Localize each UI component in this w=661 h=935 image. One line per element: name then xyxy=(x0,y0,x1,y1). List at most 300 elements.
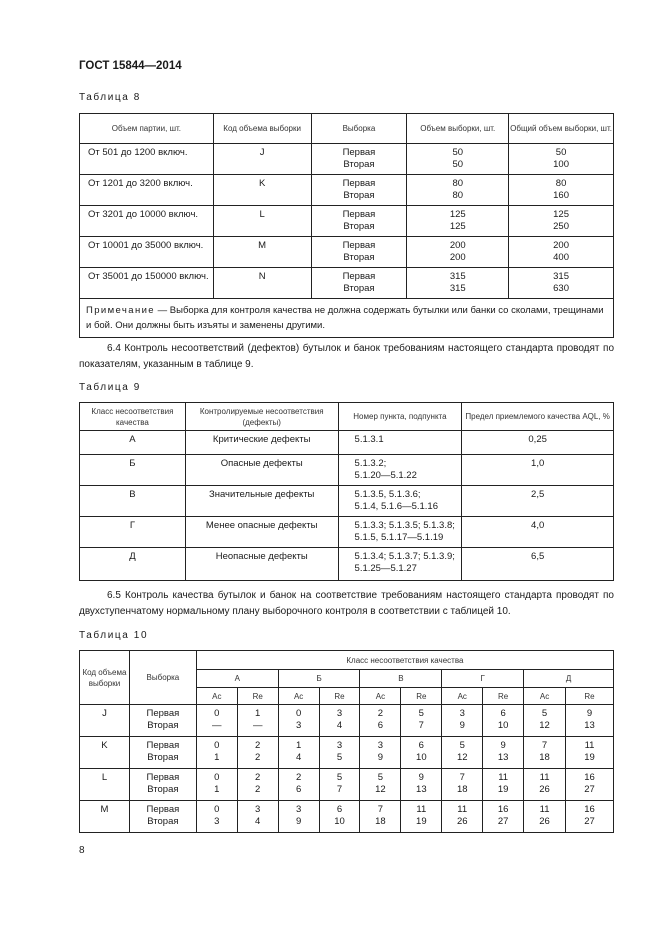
ac-value-cell xyxy=(524,737,566,769)
header-cell-sample: Выборка xyxy=(129,651,196,705)
cell-line: 1 xyxy=(214,784,220,795)
ac-value-cell xyxy=(442,801,483,833)
re-value-cell xyxy=(237,769,278,801)
ac-value-cell xyxy=(360,705,401,737)
cell-line: 3 xyxy=(214,816,220,827)
table-row xyxy=(80,737,614,769)
cell-line: 26 xyxy=(539,816,550,827)
cell-line: 12 xyxy=(539,720,550,731)
cell-line: 0 xyxy=(214,804,220,815)
table-row xyxy=(80,548,614,581)
cell-line: 18 xyxy=(539,752,550,763)
cell-line: Вторая xyxy=(147,720,179,731)
cell-line: 2 xyxy=(377,708,384,719)
cell-line: 12 xyxy=(456,752,468,763)
code-cell xyxy=(213,144,311,175)
cell-line: 160 xyxy=(553,190,569,201)
ac-value-cell xyxy=(360,801,401,833)
table-row xyxy=(80,455,614,486)
cell-line: 11 xyxy=(539,772,550,783)
cell-line: 18 xyxy=(375,816,386,827)
cell-line: 6 xyxy=(295,784,302,795)
defect-text: Неопасные дефекты xyxy=(215,551,308,562)
cell-line: 1 xyxy=(255,708,261,719)
lot-size-cell xyxy=(80,144,214,175)
cell-line: 10 xyxy=(416,752,427,763)
class-header-cell: Д xyxy=(524,670,614,688)
cell-line: 27 xyxy=(584,816,595,827)
re-header-cell: Re xyxy=(401,688,442,705)
table-row xyxy=(80,705,614,737)
class-text: Б xyxy=(129,458,136,469)
ac-header-cell: Ac xyxy=(278,688,319,705)
cell-line: 50 xyxy=(452,159,464,170)
cell-line: 16 xyxy=(497,804,509,815)
ac-value-cell xyxy=(278,801,319,833)
cell-line: 13 xyxy=(584,720,595,731)
ac-value-cell xyxy=(196,769,237,801)
cell-line: 5.1.20—5.1.22 xyxy=(354,470,417,481)
total-size-cell xyxy=(509,144,614,175)
cell-line: 6 xyxy=(500,708,506,719)
note-text: — Выборка для контроля качества не должна содержать бутылки или банки со сколами, трещинами и бой. Они должны быть изъяты и заменены другими. xyxy=(86,305,604,331)
re-value-cell xyxy=(483,737,524,769)
table-10-caption: Таблица 10 xyxy=(79,630,149,641)
clause-cell xyxy=(338,548,462,581)
re-value-cell xyxy=(483,705,524,737)
paragraph-6-5: 6.5 Контроль качества бутылок и банок на соответствие требованиям настоящего стандарта проводят по двухступенчатому нормальному плану выборочного контроля в соответствии с таблицей 10. xyxy=(79,590,614,617)
cell-line: 26 xyxy=(456,816,468,827)
note-label: Примечание xyxy=(86,305,155,316)
class-cell xyxy=(80,455,186,486)
cell-line: 9 xyxy=(377,752,384,763)
code-text: L xyxy=(259,209,265,220)
ac-value-cell xyxy=(196,801,237,833)
cell-line: 19 xyxy=(497,784,509,795)
lot-size-cell xyxy=(80,206,214,237)
table-row xyxy=(80,268,614,299)
total-size-cell xyxy=(509,268,614,299)
table-note-row xyxy=(80,299,614,338)
cell-line: 0 xyxy=(214,772,220,783)
re-value-cell xyxy=(566,737,614,769)
lot-size-text: От 501 до 1200 включ. xyxy=(88,147,188,158)
cell-line: Первая xyxy=(146,772,180,783)
cell-line: 9 xyxy=(459,720,465,731)
defect-cell xyxy=(185,431,338,455)
lot-size-cell xyxy=(80,268,214,299)
ac-value-cell xyxy=(278,705,319,737)
table-row xyxy=(80,431,614,455)
cell-line: 27 xyxy=(497,816,509,827)
cell-line: 125 xyxy=(449,221,466,232)
cell-line: Вторая xyxy=(343,159,375,170)
cell-line: 11 xyxy=(584,740,595,751)
cell-line: 2 xyxy=(295,772,302,783)
cell-line: 11 xyxy=(416,804,427,815)
cell-line: 5.1.3.2; xyxy=(354,458,387,469)
clause-cell xyxy=(338,486,462,517)
cell-line: 9 xyxy=(418,772,424,783)
note-cell xyxy=(80,299,614,338)
cell-line: 50 xyxy=(555,147,567,158)
cell-line: 5 xyxy=(459,740,465,751)
re-value-cell xyxy=(237,737,278,769)
cell-line: 7 xyxy=(336,784,343,795)
header-cell: Выборка xyxy=(311,114,407,144)
cell-line: 3 xyxy=(295,720,302,731)
defect-text: Значительные дефекты xyxy=(209,489,315,500)
cell-line: 7 xyxy=(459,772,465,783)
defect-text: Критические дефекты xyxy=(212,434,311,445)
cell-line: 5.1.4, 5.1.6—5.1.16 xyxy=(354,501,438,512)
class-header-cell: А xyxy=(196,670,278,688)
header-cell-code: Код объема выборки xyxy=(80,651,130,705)
cell-line: 13 xyxy=(497,752,509,763)
code-text: K xyxy=(258,178,266,189)
cell-line: 0 xyxy=(295,708,302,719)
cell-line: 6 xyxy=(377,720,384,731)
cell-line: 3 xyxy=(295,804,302,815)
lot-size-text: От 1201 до 3200 включ. xyxy=(88,178,193,189)
aql-text: 1,0 xyxy=(531,458,545,469)
sample-size-cell xyxy=(407,144,509,175)
code-cell xyxy=(80,705,130,737)
cell-line: 9 xyxy=(586,708,593,719)
re-value-cell xyxy=(483,769,524,801)
cell-line: Первая xyxy=(146,740,180,751)
cell-line: 11 xyxy=(498,772,509,783)
cell-line: 16 xyxy=(584,804,595,815)
code-cell xyxy=(213,237,311,268)
ac-header-cell: Ac xyxy=(442,688,483,705)
cell-line: 200 xyxy=(553,240,569,251)
sample-size-cell xyxy=(407,206,509,237)
sample-size-cell xyxy=(407,268,509,299)
cell-line: 3 xyxy=(255,804,261,815)
total-size-cell xyxy=(509,175,614,206)
cell-line: 80 xyxy=(452,178,464,189)
cell-line: 4 xyxy=(336,720,343,731)
cell-line: 9 xyxy=(295,816,302,827)
sample-cell xyxy=(311,268,407,299)
table-header-row xyxy=(80,651,614,670)
aql-cell xyxy=(462,548,614,581)
header-cell: Предел приемлемого качества AQL, % xyxy=(462,403,614,431)
cell-line: 315 xyxy=(449,271,466,282)
defect-cell xyxy=(185,517,338,548)
re-header-cell: Re xyxy=(237,688,278,705)
cell-line: 0 xyxy=(214,740,220,751)
cell-line: Вторая xyxy=(343,283,375,294)
cell-line: 5 xyxy=(336,752,343,763)
ac-value-cell xyxy=(524,801,566,833)
cell-line: 27 xyxy=(584,784,595,795)
document-header: ГОСТ 15844—2014 xyxy=(79,60,182,72)
table-8-caption: Таблица 8 xyxy=(79,92,141,103)
ac-value-cell xyxy=(278,737,319,769)
class-text: Д xyxy=(129,551,136,562)
re-value-cell xyxy=(319,769,360,801)
cell-line: 3 xyxy=(459,708,465,719)
total-size-cell xyxy=(509,206,614,237)
cell-line: 11 xyxy=(457,804,468,815)
code-cell xyxy=(213,175,311,206)
code-text: K xyxy=(101,740,108,751)
class-cell xyxy=(80,517,186,548)
cell-line: 26 xyxy=(539,784,550,795)
ac-header-cell: Ac xyxy=(524,688,566,705)
ac-value-cell xyxy=(278,769,319,801)
re-value-cell xyxy=(401,737,442,769)
code-text: L xyxy=(101,772,108,783)
re-header-cell: Re xyxy=(566,688,614,705)
ac-value-cell xyxy=(524,769,566,801)
sample-cell xyxy=(311,237,407,268)
code-cell xyxy=(213,268,311,299)
re-value-cell xyxy=(319,737,360,769)
sample-cell xyxy=(311,206,407,237)
cell-line: — xyxy=(212,720,222,731)
re-value-cell xyxy=(319,705,360,737)
cell-line: 5 xyxy=(377,772,384,783)
cell-line: 7 xyxy=(541,740,548,751)
re-value-cell xyxy=(237,801,278,833)
ac-header-cell: Ac xyxy=(360,688,401,705)
cell-line: 2 xyxy=(255,772,261,783)
defect-text: Менее опасные дефекты xyxy=(205,520,318,531)
page-number: 8 xyxy=(79,845,85,856)
lot-size-cell xyxy=(80,237,214,268)
class-header-cell: В xyxy=(360,670,442,688)
table-8 xyxy=(79,113,614,338)
ac-value-cell xyxy=(442,705,483,737)
cell-line: 11 xyxy=(539,804,550,815)
header-cell: Общий объем выборки, шт. xyxy=(509,114,614,144)
cell-line: 5.1.3.1 xyxy=(354,434,384,445)
cell-line: 5.1.3.3; 5.1.3.5; 5.1.3.8; xyxy=(354,520,455,531)
cell-line: 1 xyxy=(295,740,302,751)
header-cell: Объем партии, шт. xyxy=(80,114,214,144)
aql-cell xyxy=(462,431,614,455)
aql-text: 6,5 xyxy=(531,551,545,562)
sample-size-cell xyxy=(407,237,509,268)
cell-line: 19 xyxy=(584,752,595,763)
code-text: M xyxy=(100,804,109,815)
cell-line: Первая xyxy=(342,147,376,158)
class-header-cell: Г xyxy=(442,670,524,688)
re-value-cell xyxy=(237,705,278,737)
cell-line: 2 xyxy=(255,752,261,763)
cell-line: 5 xyxy=(418,708,424,719)
cell-line: 5.1.3.5, 5.1.3.6; xyxy=(354,489,421,500)
cell-line: 10 xyxy=(334,816,345,827)
sample-cell xyxy=(129,737,196,769)
cell-line: 5 xyxy=(336,772,343,783)
aql-text: 2,5 xyxy=(531,489,545,500)
cell-line: 5 xyxy=(541,708,548,719)
aql-text: 4,0 xyxy=(531,520,545,531)
table-row xyxy=(80,206,614,237)
cell-line: 50 xyxy=(452,147,464,158)
aql-cell xyxy=(462,486,614,517)
table-row xyxy=(80,769,614,801)
ac-value-cell xyxy=(196,737,237,769)
cell-line: 6 xyxy=(418,740,424,751)
cell-line: 2 xyxy=(255,740,261,751)
cell-line: Вторая xyxy=(343,252,375,263)
defect-text: Опасные дефекты xyxy=(220,458,303,469)
total-size-cell xyxy=(509,237,614,268)
code-cell xyxy=(80,801,130,833)
cell-line: 4 xyxy=(255,816,261,827)
cell-line: Вторая xyxy=(147,784,179,795)
code-text: J xyxy=(259,147,265,158)
cell-line: 3 xyxy=(336,740,343,751)
sample-cell xyxy=(129,801,196,833)
ac-value-cell xyxy=(196,705,237,737)
sample-cell xyxy=(129,769,196,801)
lot-size-cell xyxy=(80,175,214,206)
cell-line: Первая xyxy=(342,209,376,220)
re-value-cell xyxy=(483,801,524,833)
cell-line: Вторая xyxy=(343,190,375,201)
code-cell xyxy=(80,737,130,769)
aql-cell xyxy=(462,455,614,486)
code-text: J xyxy=(102,708,107,719)
clause-cell xyxy=(338,517,462,548)
class-text: Г xyxy=(129,520,135,531)
cell-line: 200 xyxy=(449,252,466,263)
class-text: В xyxy=(129,489,136,500)
defect-cell xyxy=(185,455,338,486)
cell-line: Вторая xyxy=(147,752,179,763)
cell-line: 200 xyxy=(449,240,466,251)
lot-size-text: От 35001 до 150000 включ. xyxy=(88,271,209,282)
ac-value-cell xyxy=(360,737,401,769)
cell-line: 80 xyxy=(452,190,464,201)
class-cell xyxy=(80,486,186,517)
cell-line: 315 xyxy=(553,271,569,282)
re-value-cell xyxy=(401,769,442,801)
cell-line: 7 xyxy=(377,804,384,815)
table-row xyxy=(80,801,614,833)
ac-value-cell xyxy=(442,737,483,769)
cell-line: 630 xyxy=(553,283,569,294)
cell-line: 0 xyxy=(214,708,220,719)
class-cell xyxy=(80,431,186,455)
cell-line: 2 xyxy=(255,784,261,795)
cell-line: 125 xyxy=(553,209,569,220)
ac-value-cell xyxy=(524,705,566,737)
class-header-cell: Б xyxy=(278,670,360,688)
cell-line: 4 xyxy=(295,752,302,763)
table-row xyxy=(80,175,614,206)
code-cell xyxy=(80,769,130,801)
ac-value-cell xyxy=(442,769,483,801)
cell-line: 13 xyxy=(416,784,427,795)
header-cell: Объем выборки, шт. xyxy=(407,114,509,144)
table-row xyxy=(80,237,614,268)
cell-line: 3 xyxy=(336,708,343,719)
re-value-cell xyxy=(566,769,614,801)
sample-size-cell xyxy=(407,175,509,206)
cell-line: 12 xyxy=(375,784,386,795)
cell-line: 125 xyxy=(449,209,466,220)
re-value-cell xyxy=(401,705,442,737)
cell-line: 5.1.3.4; 5.1.3.7; 5.1.3.9; xyxy=(354,551,455,562)
cell-line: Первая xyxy=(146,804,180,815)
table-row xyxy=(80,486,614,517)
ac-header-cell: Ac xyxy=(196,688,237,705)
cell-line: Вторая xyxy=(147,816,179,827)
defect-cell xyxy=(185,548,338,581)
table-header-row xyxy=(80,403,614,431)
re-header-cell: Re xyxy=(483,688,524,705)
table-9 xyxy=(79,402,614,581)
cell-line: 100 xyxy=(553,159,569,170)
header-cell: Класс несоответствия качества xyxy=(80,403,186,431)
cell-line: Вторая xyxy=(343,221,375,232)
table-row xyxy=(80,144,614,175)
re-value-cell xyxy=(566,801,614,833)
cell-line: Первая xyxy=(342,178,376,189)
cell-line: 250 xyxy=(553,221,569,232)
table-9-caption: Таблица 9 xyxy=(79,382,141,393)
re-value-cell xyxy=(401,801,442,833)
cell-line: Первая xyxy=(342,271,376,282)
table-header-row xyxy=(80,114,614,144)
cell-line: 3 xyxy=(377,740,384,751)
cell-line: 16 xyxy=(584,772,595,783)
clause-cell xyxy=(338,455,462,486)
clause-cell xyxy=(338,431,462,455)
cell-line: 6 xyxy=(336,804,343,815)
aql-cell xyxy=(462,517,614,548)
cell-line: 18 xyxy=(456,784,468,795)
cell-line: 5.1.5, 5.1.17—5.1.19 xyxy=(354,532,444,543)
code-text: N xyxy=(258,271,266,282)
code-cell xyxy=(213,206,311,237)
cell-line: 80 xyxy=(555,178,567,189)
re-header-cell: Re xyxy=(319,688,360,705)
re-value-cell xyxy=(566,705,614,737)
sample-cell xyxy=(311,175,407,206)
class-cell xyxy=(80,548,186,581)
cell-line: 9 xyxy=(500,740,506,751)
cell-line: 5.1.25—5.1.27 xyxy=(354,563,417,574)
sample-cell xyxy=(311,144,407,175)
ac-value-cell xyxy=(360,769,401,801)
cell-line: Первая xyxy=(146,708,180,719)
cell-line: 10 xyxy=(497,720,509,731)
header-cell: Номер пункта, подпункта xyxy=(338,403,462,431)
header-cell: Контролируемые несоответствия (дефекты) xyxy=(185,403,338,431)
cell-line: 19 xyxy=(416,816,427,827)
cell-line: Первая xyxy=(342,240,376,251)
defect-cell xyxy=(185,486,338,517)
lot-size-text: От 10001 до 35000 включ. xyxy=(88,240,204,251)
header-cell-class: Класс несоответствия качества xyxy=(196,651,613,670)
lot-size-text: От 3201 до 10000 включ. xyxy=(88,209,199,220)
aql-text: 0,25 xyxy=(528,434,547,445)
cell-line: 315 xyxy=(449,283,466,294)
code-text: M xyxy=(258,240,267,251)
cell-line: 1 xyxy=(214,752,220,763)
table-10 xyxy=(79,650,614,833)
re-value-cell xyxy=(319,801,360,833)
cell-line: — xyxy=(252,720,263,731)
